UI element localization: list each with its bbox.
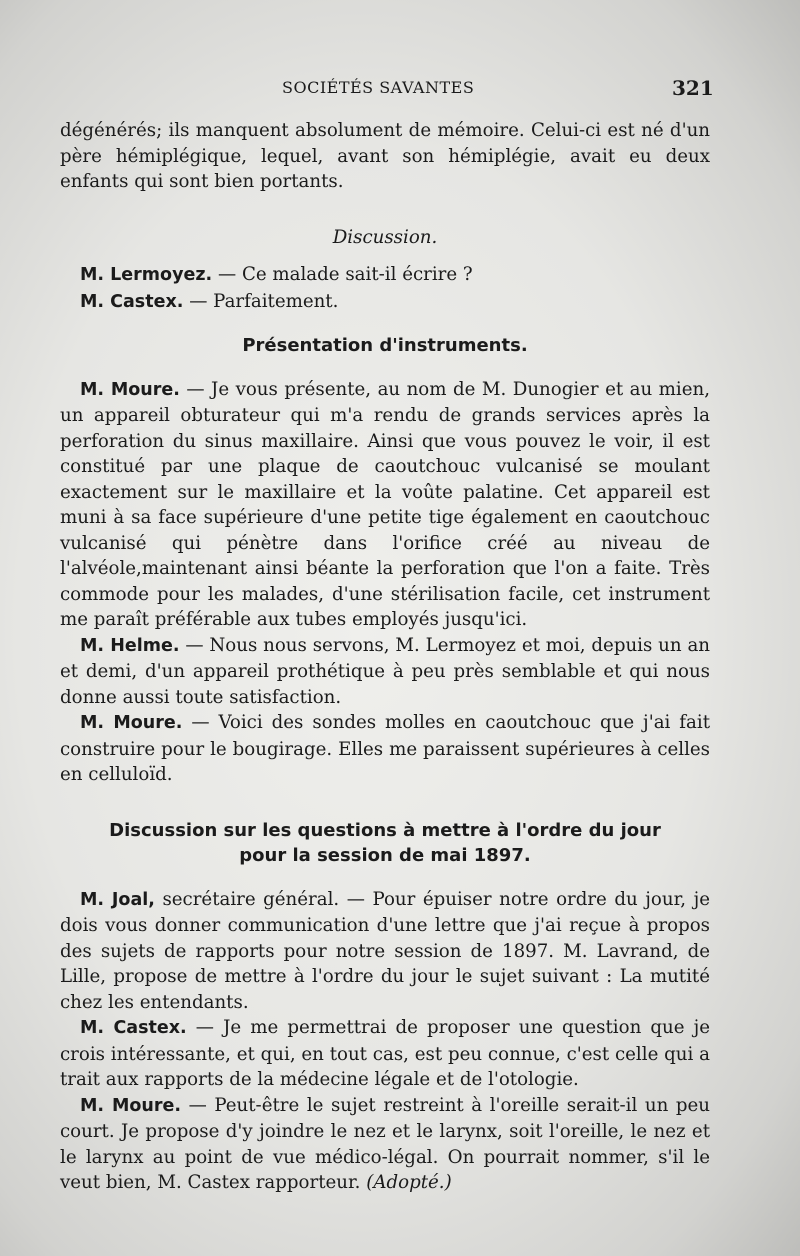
exchange-paragraph — [60, 289, 710, 316]
intro-paragraph: dégénérés; ils manquent absolument de mémoire. Celui-ci est né d'un père hémiplégique, lequel, avant son hémiplégie, avait eu deux enfants qui sont bien portants. — [60, 120, 710, 192]
paragraph-text: — Peut-être le sujet restreint à l'oreille serait-il un peu court. Je propose d'y joindre le nez et le larynx, soit l'oreille, le nez et le larynx au point de vue médico-légal. On pourrait nommer, s'il le veut bien, M. Castex rapporteur. — [60, 1094, 710, 1193]
speaker-name: M. Castex. — [80, 291, 184, 312]
running-title: SOCIÉTÉS SAVANTES — [282, 78, 475, 97]
paragraph-text: — Voici des sondes molles en caoutchouc que j'ai fait construire pour le bougirage. Elles me paraissent supérieures à celles en celluloïd. — [60, 712, 711, 785]
speech-paragraph — [60, 1093, 710, 1196]
speaker-name: M. Helme. — [80, 635, 180, 656]
page-body — [60, 118, 710, 1196]
section-heading-line: pour la session de mai 1897. — [239, 845, 531, 866]
speaker-name: M. Moure. — [80, 713, 183, 733]
speech-paragraph — [60, 377, 710, 633]
paragraph-text: — Je me permettrai de proposer une question que je crois intéressante, et qui, en tout cas, est peu connue, c'est celle qui a trait aux rapports de la médecine légale et de l'otologie. — [60, 1017, 710, 1090]
running-header — [0, 76, 800, 104]
speaker-name: M. Moure. — [80, 379, 180, 400]
speech-paragraph — [60, 633, 710, 711]
speaker-name: M. Castex. — [80, 1018, 187, 1038]
speaker-name: M. Joal, — [80, 889, 155, 910]
section-heading: Présentation d'instruments. — [242, 335, 528, 356]
discussion-heading: Discussion. — [332, 226, 438, 248]
paragraph-text: — Parfaitement. — [183, 290, 339, 312]
paragraph-text: — Ce malade sait-il écrire ? — [212, 264, 473, 285]
exchange-paragraph — [60, 262, 710, 289]
paragraph-text: — Je vous présente, au nom de M. Dunogier et au mien, un appareil obturateur qui m'a rendu de grands services après la perforation du sinus maxillaire. Ainsi que vous pouvez le voir, il est constitué par une plaque de caoutchouc vulcanisé se moulant exactement sur le maxillaire et la voûte palatine. Cet appareil est muni à sa face supérieure d'une petite tige également en caoutchouc vulcanisé qui pénètre dans l'orifice créé au niveau de l'alvéole,maintenant ainsi béante la perforation que l'on a faite. Très commode pour les malades, d'une stérilisation facile, cet instrument me paraît préférable aux tubes employés jusqu'ici. — [60, 378, 710, 630]
speaker-name: M. Lermoyez. — [80, 265, 213, 285]
section-heading-line: Discussion sur les questions à mettre à l'ordre du jour — [109, 819, 661, 841]
speech-paragraph — [60, 1015, 710, 1093]
adopted-note: (Adopté.) — [366, 1172, 452, 1193]
speech-paragraph — [60, 887, 710, 1016]
paragraph-text: — Nous nous servons, M. Lermoyez et moi, depuis un an et demi, d'un appareil prothétique à peu près semblable et qui nous donne aussi toute satisfaction. — [60, 634, 711, 708]
page-number: 321 — [672, 76, 714, 100]
speaker-name: M. Moure. — [80, 1095, 181, 1116]
speech-paragraph — [60, 710, 710, 788]
paragraph-text: secrétaire général. — Pour épuiser notre ordre du jour, je dois vous donner communication d'une lettre que j'ai reçue à propos des sujets de rapports pour notre session de 1897. M. Lavrand, de Lille, propose de mettre à l'ordre du jour le sujet suivant : La mutité chez les entendants. — [60, 888, 710, 1013]
